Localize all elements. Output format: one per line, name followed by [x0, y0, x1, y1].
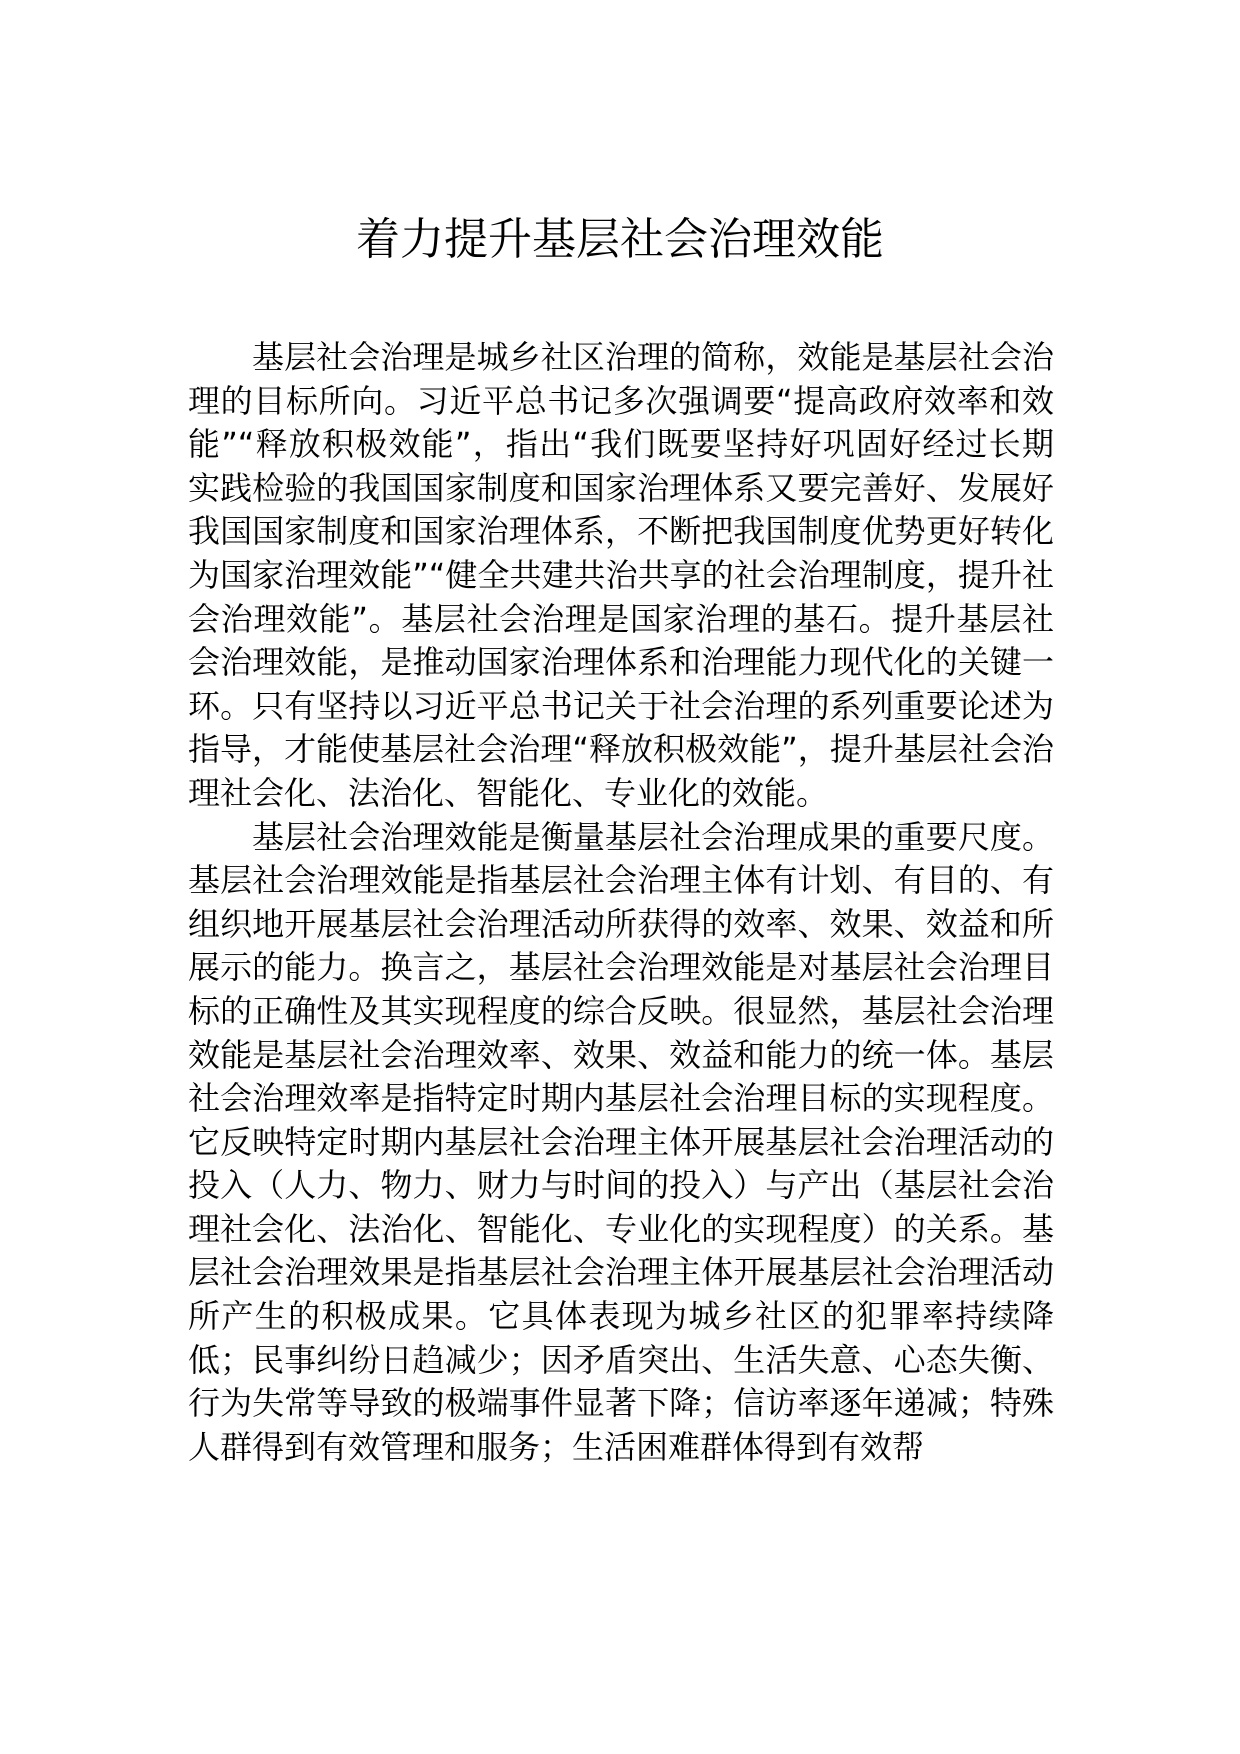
document-body — [188, 336, 1054, 1469]
paragraph-2: 基层社会治理效能是衡量基层社会治理成果的重要尺度。基层社会治理效能是指基层社会治理主体有计划、有目的、有组织地开展基层社会治理活动所获得的效率、效果、效益和所展示的能力。换言之，基层社会治理效能是对基层社会治理目标的正确性及其实现程度的综合反映。很显然，基层社会治理效能是基层社会治理效率、效果、效益和能力的统一体。基层社会治理效率是指特定时期内基层社会治理目标的实现程度。它反映特定时期内基层社会治理主体开展基层社会治理活动的投入（人力、物力、财力与时间的投入）与产出（基层社会治理社会化、法治化、智能化、专业化的实现程度）的关系。基层社会治理效果是指基层社会治理主体开展基层社会治理活动所产生的积极成果。它具体表现为城乡社区的犯罪率持续降低；民事纠纷日趋减少；因矛盾突出、生活失意、心态失衡、行为失常等导致的极端事件显著下降；信访率逐年递减；特殊人群得到有效管理和服务；生活困难群体得到有效帮 — [188, 817, 1054, 1466]
document-title: 着力提升基层社会治理效能 — [356, 214, 884, 265]
paragraph-1: 基层社会治理是城乡社区治理的简称，效能是基层社会治理的目标所向。习近平总书记多次强调要“提高政府效率和效能”“释放积极效能”，指出“我们既要坚持好巩固好经过长期实践检验的我国国家制度和国家治理体系又要完善好、发展好我国国家制度和国家治理体系，不断把我国制度优势更好转化为国家治理效能”“健全共建共治共享的社会治理制度，提升社会治理效能”。基层社会治理是国家治理的基石。提升基层社会治理效能，是推动国家治理体系和治理能力现代化的关键一环。只有坚持以习近平总书记关于社会治理的系列重要论述为指导，才能使基层社会治理“释放积极效能”，提升基层社会治理社会化、法治化、智能化、专业化的效能。 — [188, 338, 1054, 812]
